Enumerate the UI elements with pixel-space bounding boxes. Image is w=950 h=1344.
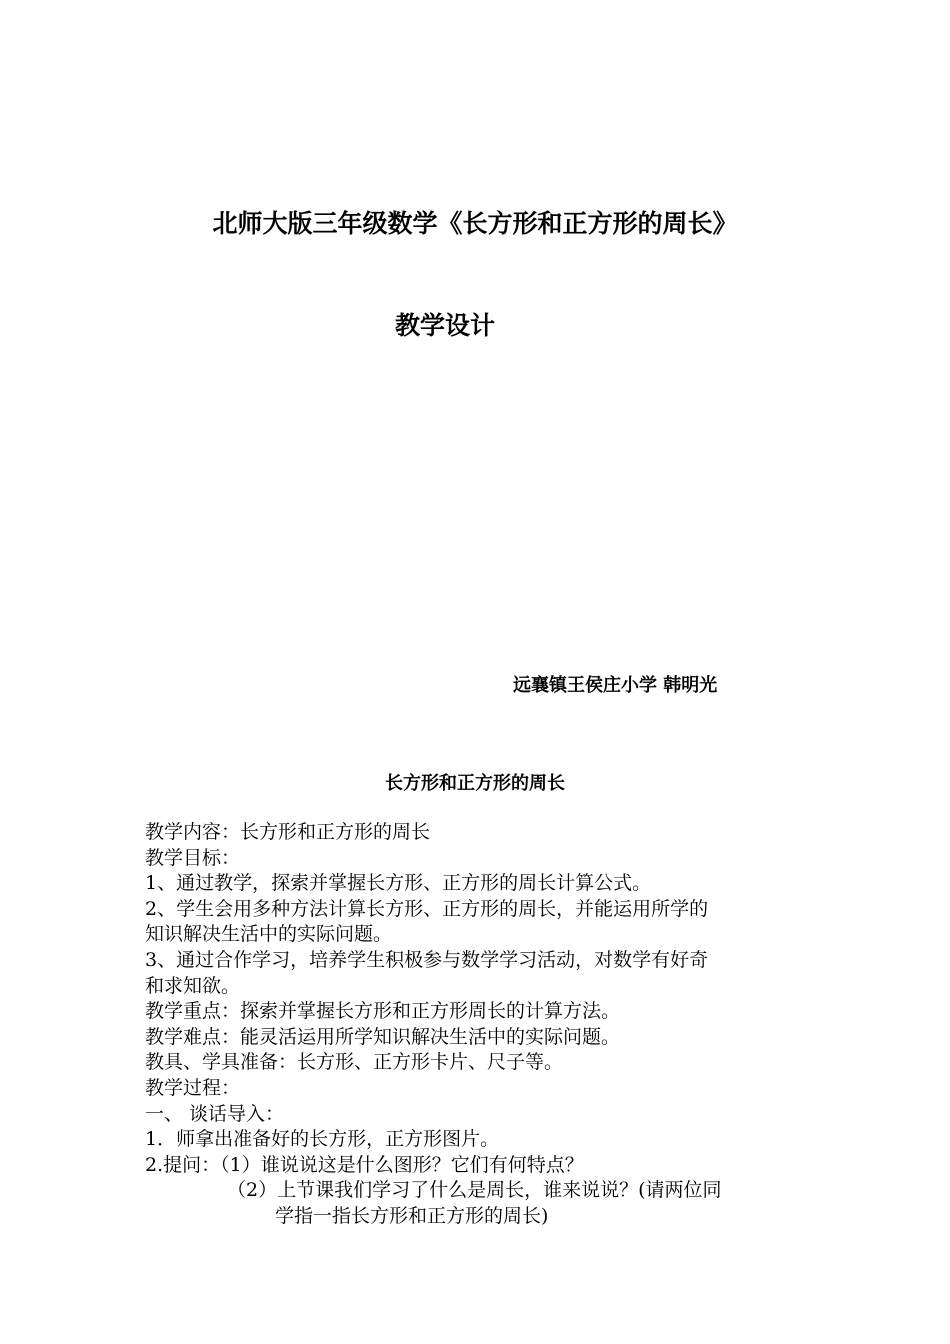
paragraph-line: 学指一指长方形和正方形的周长) <box>275 1204 549 1227</box>
paragraph-line: 教学重点：探索并掌握长方形和正方形周长的计算方法。 <box>145 1000 621 1023</box>
paragraph-line: 教学过程： <box>145 1076 241 1099</box>
document-subtitle: 教学设计 <box>394 311 495 340</box>
paragraph-line: 3、通过合作学习，培养学生积极参与数学学习活动，对数学有好奇 <box>145 948 709 971</box>
document-title: 北师大版三年级数学《长方形和正方形的周长》 <box>212 209 738 238</box>
paragraph-line: （2）上节课我们学习了什么是周长，谁来说说？(请两位同 <box>227 1179 722 1202</box>
paragraph-line: 教学难点：能灵活运用所学知识解决生活中的实际问题。 <box>145 1025 621 1048</box>
paragraph-line: 一、 谈话导入： <box>145 1102 285 1125</box>
lesson-heading: 长方形和正方形的周长 <box>385 773 565 794</box>
paragraph-line: 1、通过教学，探索并掌握长方形、正方形的周长计算公式。 <box>145 872 652 895</box>
author-line: 远襄镇王侯庄小学 韩明光 <box>513 675 718 696</box>
paragraph-line: 2.提问：（1）谁说说这是什么图形？它们有何特点？ <box>145 1153 584 1176</box>
lesson-body <box>145 820 810 1230</box>
paragraph-line: 教具、学具准备：长方形、正方形卡片、尺子等。 <box>145 1051 564 1074</box>
paragraph-line: 知识解决生活中的实际问题。 <box>145 923 393 946</box>
paragraph-line: 1．师拿出准备好的长方形，正方形图片。 <box>145 1128 500 1151</box>
paragraph-line: 2、学生会用多种方法计算长方形、正方形的周长，并能运用所学的 <box>145 897 709 920</box>
paragraph-line: 和求知欲。 <box>145 974 241 997</box>
paragraph-line: 教学目标： <box>145 846 241 869</box>
paragraph-line: 教学内容：长方形和正方形的周长 <box>145 821 431 843</box>
